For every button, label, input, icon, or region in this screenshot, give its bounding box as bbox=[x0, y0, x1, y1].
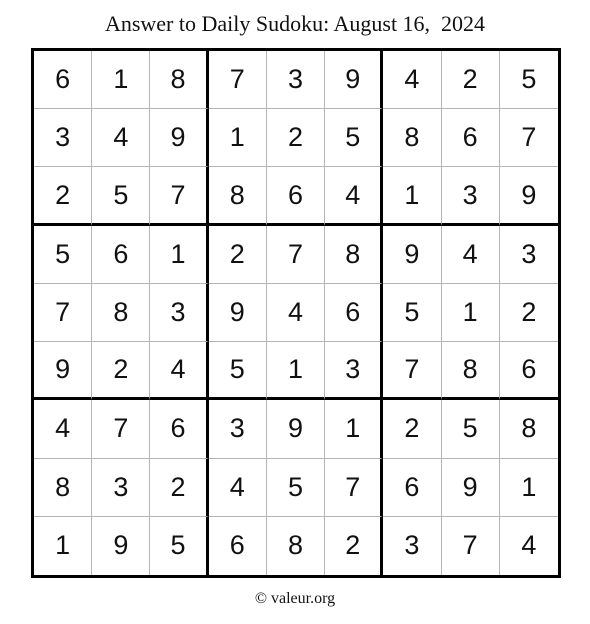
sudoku-cell: 7 bbox=[34, 284, 92, 342]
sudoku-cell: 4 bbox=[34, 400, 92, 458]
sudoku-cell: 2 bbox=[34, 167, 92, 225]
sudoku-cell: 8 bbox=[267, 517, 325, 575]
sudoku-cell: 8 bbox=[442, 342, 500, 400]
sudoku-cell: 5 bbox=[500, 51, 558, 109]
sudoku-cell: 2 bbox=[383, 400, 441, 458]
sudoku-cell: 4 bbox=[92, 109, 150, 167]
sudoku-cell: 1 bbox=[267, 342, 325, 400]
sudoku-cell: 9 bbox=[34, 342, 92, 400]
sudoku-cell: 5 bbox=[209, 342, 267, 400]
sudoku-cell: 1 bbox=[92, 51, 150, 109]
sudoku-cell: 5 bbox=[383, 284, 441, 342]
sudoku-cell: 1 bbox=[209, 109, 267, 167]
sudoku-cell: 9 bbox=[442, 459, 500, 517]
sudoku-cell: 3 bbox=[383, 517, 441, 575]
sudoku-cell: 4 bbox=[325, 167, 383, 225]
sudoku-cell: 1 bbox=[34, 517, 92, 575]
sudoku-cell: 7 bbox=[150, 167, 208, 225]
sudoku-cell: 8 bbox=[383, 109, 441, 167]
sudoku-cell: 8 bbox=[209, 167, 267, 225]
sudoku-cell: 6 bbox=[383, 459, 441, 517]
sudoku-cell: 4 bbox=[267, 284, 325, 342]
sudoku-cell: 9 bbox=[500, 167, 558, 225]
sudoku-cell: 9 bbox=[267, 400, 325, 458]
sudoku-cell: 1 bbox=[500, 459, 558, 517]
sudoku-cell: 8 bbox=[92, 284, 150, 342]
sudoku-cell: 5 bbox=[325, 109, 383, 167]
sudoku-cell: 6 bbox=[442, 109, 500, 167]
sudoku-cell: 3 bbox=[267, 51, 325, 109]
sudoku-cell: 2 bbox=[442, 51, 500, 109]
sudoku-cell: 7 bbox=[500, 109, 558, 167]
sudoku-cell: 7 bbox=[267, 226, 325, 284]
sudoku-cell: 8 bbox=[34, 459, 92, 517]
sudoku-cell: 4 bbox=[150, 342, 208, 400]
sudoku-cell: 7 bbox=[209, 51, 267, 109]
sudoku-cell: 6 bbox=[325, 284, 383, 342]
sudoku-cell: 6 bbox=[150, 400, 208, 458]
sudoku-cell: 2 bbox=[209, 226, 267, 284]
sudoku-cell: 9 bbox=[150, 109, 208, 167]
sudoku-cell: 9 bbox=[92, 517, 150, 575]
sudoku-cell: 5 bbox=[92, 167, 150, 225]
sudoku-cell: 8 bbox=[500, 400, 558, 458]
sudoku-cell: 4 bbox=[442, 226, 500, 284]
sudoku-cell: 8 bbox=[150, 51, 208, 109]
sudoku-cell: 6 bbox=[209, 517, 267, 575]
sudoku-cell: 7 bbox=[325, 459, 383, 517]
sudoku-cell: 4 bbox=[383, 51, 441, 109]
sudoku-cell: 6 bbox=[500, 342, 558, 400]
sudoku-cell: 2 bbox=[267, 109, 325, 167]
sudoku-cell: 3 bbox=[500, 226, 558, 284]
sudoku-cell: 3 bbox=[34, 109, 92, 167]
page-title: Answer to Daily Sudoku: August 16, 2024 bbox=[104, 11, 486, 36]
sudoku-cell: 5 bbox=[150, 517, 208, 575]
sudoku-cell: 3 bbox=[325, 342, 383, 400]
sudoku-cell: 2 bbox=[325, 517, 383, 575]
sudoku-cell: 3 bbox=[209, 400, 267, 458]
sudoku-cell: 5 bbox=[267, 459, 325, 517]
sudoku-cell: 7 bbox=[442, 517, 500, 575]
sudoku-cell: 9 bbox=[325, 51, 383, 109]
sudoku-cell: 7 bbox=[383, 342, 441, 400]
sudoku-cell: 2 bbox=[500, 284, 558, 342]
sudoku-cell: 9 bbox=[383, 226, 441, 284]
sudoku-cell: 4 bbox=[521, 530, 537, 561]
sudoku-cell: 2 bbox=[150, 459, 208, 517]
sudoku-cell: 6 bbox=[267, 167, 325, 225]
sudoku-cell: 9 bbox=[209, 284, 267, 342]
sudoku-board bbox=[31, 48, 561, 578]
sudoku-cell: 5 bbox=[34, 226, 92, 284]
copyright-footer: © valeur.org bbox=[254, 590, 336, 607]
sudoku-cell: 8 bbox=[325, 226, 383, 284]
sudoku-cell: 3 bbox=[150, 284, 208, 342]
sudoku-cell: 4 bbox=[209, 459, 267, 517]
sudoku-cell: 3 bbox=[92, 459, 150, 517]
sudoku-cell: 1 bbox=[383, 167, 441, 225]
sudoku-cell: 6 bbox=[92, 226, 150, 284]
sudoku-cell: 2 bbox=[92, 342, 150, 400]
sudoku-cell: 6 bbox=[34, 51, 92, 109]
sudoku-cell: 1 bbox=[325, 400, 383, 458]
sudoku-cell: 3 bbox=[442, 167, 500, 225]
sudoku-cell: 7 bbox=[92, 400, 150, 458]
sudoku-cell: 1 bbox=[442, 284, 500, 342]
sudoku-cell: 5 bbox=[442, 400, 500, 458]
sudoku-cell: 1 bbox=[150, 226, 208, 284]
